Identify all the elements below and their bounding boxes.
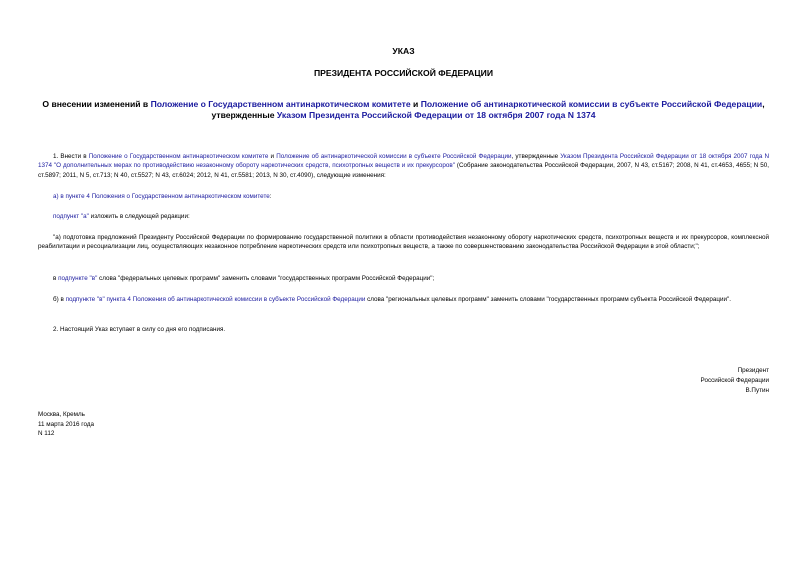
link-subpoint-v[interactable]: подпункте "в" bbox=[58, 275, 98, 282]
date: 11 марта 2016 года bbox=[38, 420, 95, 428]
document-title: УКАЗ bbox=[392, 46, 415, 56]
heading-text: , утвержденные bbox=[211, 99, 765, 120]
signature-block bbox=[701, 366, 769, 396]
heading-link-commission[interactable]: Положение об антинаркотической комиссии в субъекте Российской Федерации bbox=[420, 99, 763, 109]
link-decree-1374[interactable]: Указом Президента Российской Федерации от 18 октября 2007 года N 1374 "О дополнительных мерах по противодействию незаконному обороту наркотических средств, психотропных веществ и их прекурсоров" bbox=[38, 153, 770, 170]
heading-text: О внесении изменений в bbox=[42, 99, 151, 109]
document-heading bbox=[38, 99, 769, 121]
heading-link-committee[interactable]: Положение о Государственном антинаркотическом комитете bbox=[150, 99, 411, 109]
link-commission-regulation[interactable]: Положение об антинаркотической комиссии в субъекте Российской Федерации bbox=[276, 153, 512, 160]
paragraph-v bbox=[38, 274, 769, 283]
paragraph-text: изложить в следующей редакции: bbox=[88, 213, 190, 220]
place: Москва, Кремль bbox=[38, 411, 85, 418]
document-number: N 112 bbox=[38, 430, 55, 437]
paragraph-text: (Собрание законодательства Российской Федерации, 2007, N 43, ст.5167; 2008, N 41, ст.4653, 4655; N 50, ст.5897; 2011, N 5, ст.713; N 40, ст.5527; N 43, ст.6024; 2012, N 41, ст.5581; 2013, N 30, ст.4090), следующие изменения: bbox=[38, 162, 769, 179]
paragraph-text: слова "федеральных целевых программ" заменить словами "государственных программ Российской Федерации"; bbox=[97, 275, 435, 282]
place-date-block bbox=[38, 410, 94, 439]
paragraph-text: , утвержденные bbox=[511, 153, 561, 160]
quoted-text: "а) подготовка предложений Президенту Российской Федерации по формированию государственной политики в области противодействия незаконному обороту наркотических средств, психотропных веществ и их прекурсоров, комплексной реабилитации и ресоциализации лиц, осуществляющих незаконное потребление наркотических средств или психотропных веществ, а также по совершенствованию законодательства Российской Федерации в этой области;"; bbox=[38, 234, 769, 251]
paragraph-a bbox=[38, 192, 769, 201]
paragraph-b bbox=[38, 295, 769, 304]
paragraph-text: в bbox=[53, 275, 59, 282]
paragraph-a-sub bbox=[38, 212, 769, 221]
heading-text: и bbox=[410, 99, 421, 109]
paragraph-text: : bbox=[269, 193, 272, 200]
paragraph-text: 1. Внести в bbox=[53, 153, 89, 160]
link-committee-regulation[interactable]: Положение о Государственном антинаркотическом комитете bbox=[88, 153, 269, 160]
link-subpoint-a[interactable]: подпункт "а" bbox=[53, 213, 89, 220]
paragraph-text: слова "региональных целевых программ" заменить словами "государственных программ субъекта Российской Федерации". bbox=[365, 296, 731, 303]
paragraph-1 bbox=[38, 152, 769, 180]
paragraph-2: 2. Настоящий Указ вступает в силу со дня его подписания. bbox=[53, 326, 226, 333]
link-subpoint-v-commission[interactable]: подпункте "в" пункта 4 Положения об антинаркотической комиссии в субъекте Российской Федерации bbox=[65, 296, 366, 303]
heading-link-decree[interactable]: Указом Президента Российской Федерации от 18 октября 2007 года N 1374 bbox=[276, 110, 596, 120]
document-issuer: ПРЕЗИДЕНТА РОССИЙСКОЙ ФЕДЕРАЦИИ bbox=[313, 68, 494, 78]
signature-name: В.Путин bbox=[745, 387, 769, 394]
link-point-4-committee[interactable]: а) в пункте 4 Положения о Государственном антинаркотическом комитете bbox=[53, 193, 270, 200]
paragraph-text: и bbox=[268, 153, 277, 160]
signature-title: Президент bbox=[737, 367, 769, 374]
signature-country: Российской Федерации bbox=[700, 377, 769, 384]
paragraph-text: б) в bbox=[53, 296, 66, 303]
